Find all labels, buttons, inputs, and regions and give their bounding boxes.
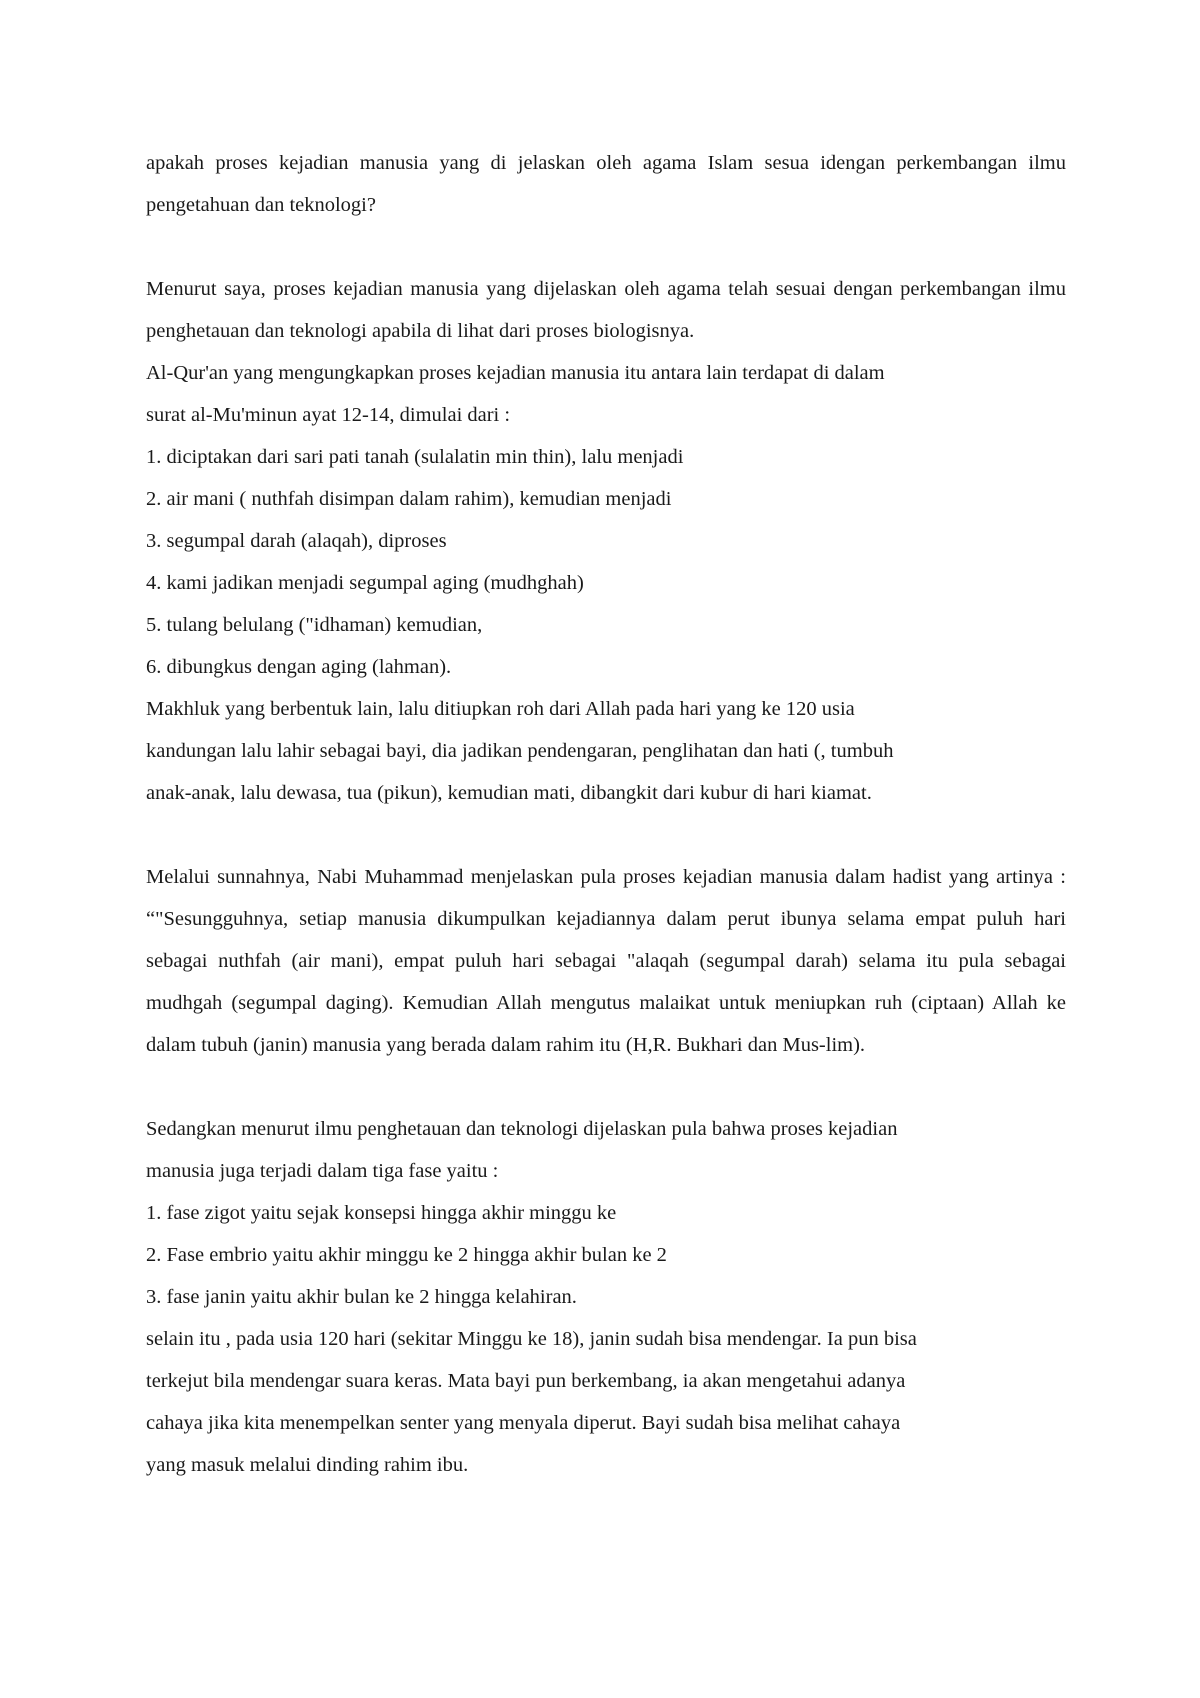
science-line: cahaya jika kita menempelkan senter yang menyala diperut. Bayi sudah bisa melihat cahaya xyxy=(146,1412,901,1434)
quran-section xyxy=(146,352,1066,814)
document-body xyxy=(146,142,1066,1486)
science-line: terkejut bila mendengar suara keras. Mata bayi pun berkembang, ia akan mengetahui adanya xyxy=(146,1370,906,1392)
science-line: yang masuk melalui dinding rahim ibu. xyxy=(146,1454,469,1476)
quran-line: anak-anak, lalu dewasa, tua (pikun), kemudian mati, dibangkit dari kubur di hari kiamat. xyxy=(146,782,872,804)
hadith-paragraph: Melalui sunnahnya, Nabi Muhammad menjelaskan pula proses kejadian manusia dalam hadist yang artinya : “"Sesungguhnya, setiap manusia dikumpulkan kejadiannya dalam perut ibunya selama empat puluh hari sebagai nuthfah (air mani), empat puluh hari sebagai "alaqah (segumpal darah) selama itu pula sebagai mudhgah (segumpal daging). Kemudian Allah mengutus malaikat untuk meniupkan ruh (ciptaan) Allah ke dalam tubuh (janin) manusia yang berada dalam rahim itu (H,R. Bukhari dan Mus-lim). xyxy=(146,866,1066,1056)
list-item: 1. fase zigot yaitu sejak konsepsi hingga akhir minggu ke xyxy=(146,1202,617,1224)
list-item: 5. tulang belulang ("idhaman) kemudian, xyxy=(146,614,483,636)
question-paragraph: apakah proses kejadian manusia yang di jelaskan oleh agama Islam sesua idengan perkembangan ilmu pengetahuan dan teknologi? xyxy=(146,152,1066,216)
paragraph-spacer xyxy=(146,814,1066,856)
quran-line: Makhluk yang berbentuk lain, lalu ditiupkan roh dari Allah pada hari yang ke 120 usia xyxy=(146,698,855,720)
paragraph-spacer xyxy=(146,1066,1066,1108)
list-item: 3. segumpal darah (alaqah), diproses xyxy=(146,530,447,552)
paragraph-spacer xyxy=(146,226,1066,268)
list-item: 1. diciptakan dari sari pati tanah (sulalatin min thin), lalu menjadi xyxy=(146,446,684,468)
quran-line: surat al-Mu'minun ayat 12-14, dimulai dari : xyxy=(146,404,511,426)
science-line: manusia juga terjadi dalam tiga fase yaitu : xyxy=(146,1160,499,1182)
list-item: 4. kami jadikan menjadi segumpal aging (mudhghah) xyxy=(146,572,584,594)
science-section xyxy=(146,1108,1066,1486)
quran-line: kandungan lalu lahir sebagai bayi, dia jadikan pendengaran, penglihatan dan hati (, tumbuh xyxy=(146,740,894,762)
list-item: 2. air mani ( nuthfah disimpan dalam rahim), kemudian menjadi xyxy=(146,488,672,510)
answer-intro-paragraph: Menurut saya, proses kejadian manusia yang dijelaskan oleh agama telah sesuai dengan perkembangan ilmu penghetauan dan teknologi apabila di lihat dari proses biologisnya. xyxy=(146,278,1066,342)
list-item: 6. dibungkus dengan aging (lahman). xyxy=(146,656,452,678)
quran-line: Al-Qur'an yang mengungkapkan proses kejadian manusia itu antara lain terdapat di dalam xyxy=(146,362,885,384)
science-line: Sedangkan menurut ilmu penghetauan dan teknologi dijelaskan pula bahwa proses kejadian xyxy=(146,1118,898,1140)
list-item: 3. fase janin yaitu akhir bulan ke 2 hingga kelahiran. xyxy=(146,1286,577,1308)
science-line: selain itu , pada usia 120 hari (sekitar Minggu ke 18), janin sudah bisa mendengar. Ia pun bisa xyxy=(146,1328,917,1350)
list-item: 2. Fase embrio yaitu akhir minggu ke 2 hingga akhir bulan ke 2 xyxy=(146,1244,667,1266)
